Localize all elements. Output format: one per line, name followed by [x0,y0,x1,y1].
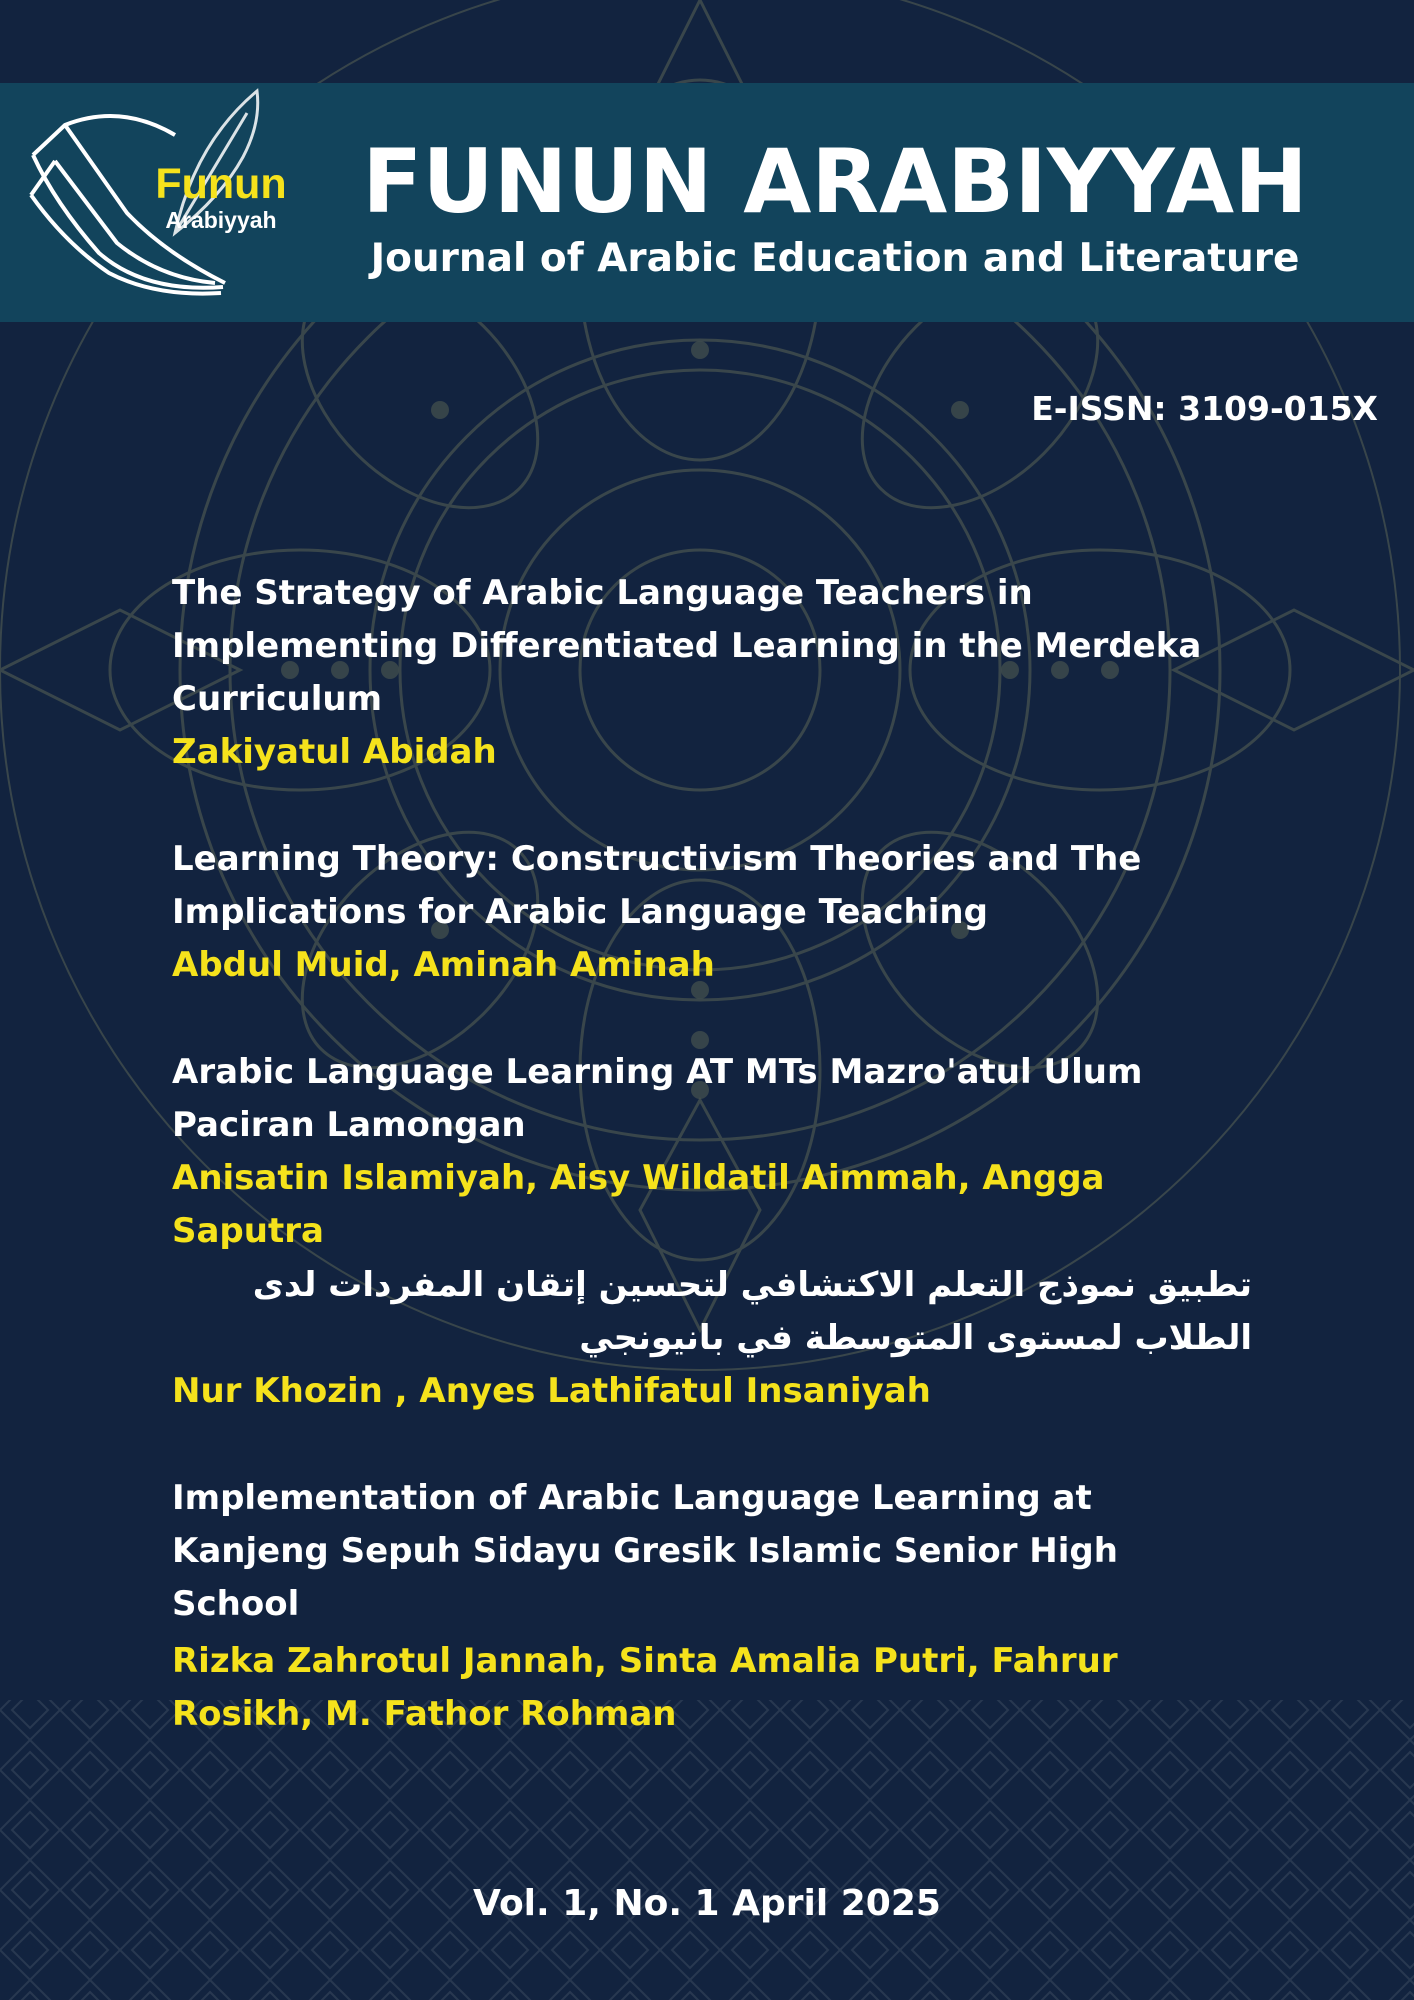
logo-wordmark-funun: Funun [155,160,287,208]
article-item [172,1259,1252,1418]
article-title: Implementation of Arabic Language Learning at Kanjeng Sepuh Sidayu Gresik Islamic Senior High School [172,1478,1118,1624]
volume-issue-label: Vol. 1, No. 1 April 2025 [473,1883,941,1924]
article-authors: Anisatin Islamiyah, Aisy Wildatil Aimmah, Angga Saputra [172,1158,1105,1251]
article-authors: Nur Khozin , Anyes Lathifatul Insaniyah [172,1371,931,1411]
journal-subtitle: Journal of Arabic Education and Literature [370,236,1300,281]
article-title: Arabic Language Learning AT MTs Mazro'atul Ulum Paciran Lamongan [172,1052,1143,1145]
article-authors: Abdul Muid, Aminah Aminah [172,945,715,985]
header-banner [0,83,1414,322]
issn-label: E-ISSN: 3109-015X [1031,389,1378,428]
article-item [172,1472,1242,1741]
journal-logo [25,83,295,322]
article-item [172,567,1242,779]
article-item [172,833,1242,992]
journal-title: FUNUN ARABIYYAH [362,130,1308,233]
article-authors: Zakiyatul Abidah [172,732,497,772]
article-authors: Rizka Zahrotul Jannah, Sinta Amalia Putri, Fahrur Rosikh, M. Fathor Rohman [172,1641,1118,1734]
logo-wordmark-arabiyyah: Arabiyyah [165,207,277,233]
article-title: Learning Theory: Constructivism Theories and The Implications for Arabic Language Teaching [172,839,1142,932]
article-title: The Strategy of Arabic Language Teachers in Implementing Differentiated Learning in the Merdeka Curriculum [172,573,1202,719]
article-title: تطبيق نموذج التعلم الاكتشافي لتحسين إتقان المفردات لدى الطلاب لمستوى المتوسطة في بانيونجي [252,1265,1252,1358]
article-item [172,1046,1242,1258]
